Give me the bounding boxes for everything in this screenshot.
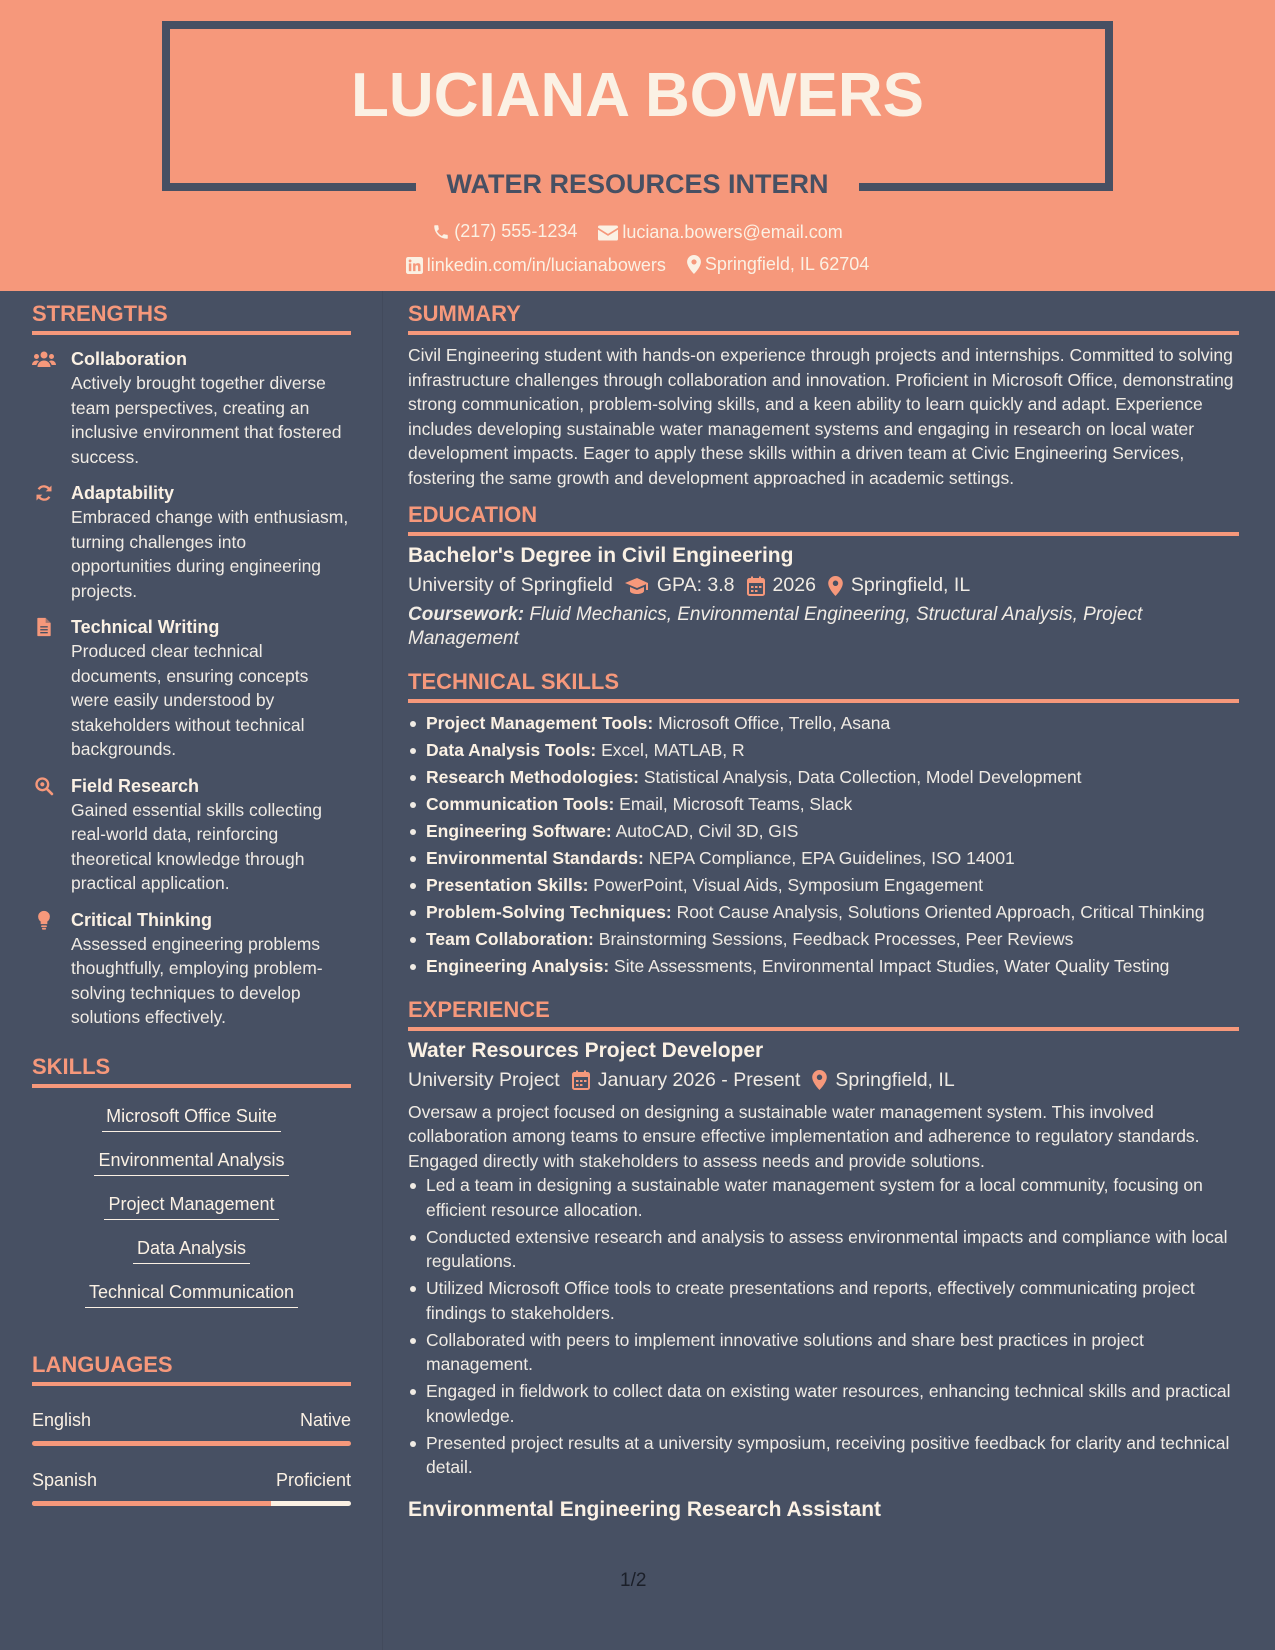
language-name: English [32, 1409, 92, 1430]
strength-item [32, 774, 351, 896]
school-name: University of Springfield [408, 574, 613, 596]
experience-section [408, 997, 1239, 1522]
languages-heading: LANGUAGES [32, 1352, 351, 1386]
contact-row-1 [0, 221, 1275, 246]
list-item [408, 819, 1239, 844]
education-meta [408, 574, 1239, 597]
skill-category: Team Collaboration: [426, 929, 594, 949]
list-item: Engaged in fieldwork to collect data on existing water resources, enhancing technical skills and practical knowledge. [408, 1379, 1239, 1428]
phone-contact[interactable] [432, 221, 577, 242]
strength-desc: Produced clear technical documents, ensuring concepts were easily understood by stakeholders without technical backgrounds. [71, 641, 309, 759]
job-dates: January 2026 - Present [597, 1068, 801, 1091]
technical-skills-list [408, 711, 1239, 979]
strength-title: Critical Thinking [71, 909, 213, 930]
search-icon [32, 776, 56, 796]
skill-tag: Data Analysis [133, 1232, 250, 1264]
skill-tag: Technical Communication [85, 1276, 298, 1308]
skill-tag: Project Management [104, 1188, 278, 1220]
list-item [408, 846, 1239, 871]
list-item: Conducted extensive research and analysis to assess environmental impacts and compliance with local regulations. [408, 1225, 1239, 1274]
sidebar [32, 301, 351, 1506]
skill-category: Communication Tools: [426, 794, 615, 814]
contact-row-2 [0, 254, 1275, 279]
skill-category: Research Methodologies: [426, 767, 639, 787]
language-level: Proficient [275, 1469, 351, 1490]
technical-skills-section [408, 669, 1239, 979]
skill-category: Presentation Skills: [426, 875, 589, 895]
skill-category: Engineering Analysis: [426, 956, 610, 976]
language-item [32, 1470, 351, 1506]
education-section [408, 502, 1239, 651]
list-item: Collaborated with peers to implement innovative solutions and share best practices in project management. [408, 1328, 1239, 1377]
job-org: University Project [408, 1068, 560, 1091]
experience-heading: EXPERIENCE [408, 997, 1239, 1031]
skill-tag: Microsoft Office Suite [102, 1100, 281, 1132]
strength-desc: Assessed engineering problems thoughtfully, employing problem-solving techniques to develop solutions effectively. [71, 933, 323, 1027]
list-item [408, 927, 1239, 952]
map-pin-icon [812, 1070, 827, 1090]
phone-icon [432, 223, 450, 241]
strength-title: Collaboration [71, 349, 187, 369]
calendar-icon [747, 576, 765, 596]
map-pin-icon [828, 576, 843, 596]
list-item [408, 900, 1239, 925]
skill-values: Site Assessments, Environmental Impact Studies, Water Quality Testing [614, 956, 1170, 976]
calendar-icon [572, 1070, 590, 1090]
linkedin-text: linkedin.com/in/lucianabowers [426, 255, 666, 275]
skill-values: Email, Microsoft Teams, Slack [619, 794, 853, 814]
job-summary: Oversaw a project focused on designing a sustainable water management system. This involved collaboration among teams to ensure effective implementation and adherence to regulatory standards. Engaged directly with stakeholders to assess needs and provide solutions. [408, 1101, 1200, 1171]
skill-category: Problem-Solving Techniques: [426, 902, 672, 922]
skill-category: Project Management Tools: [426, 713, 654, 733]
language-proficiency-fill [32, 1441, 351, 1446]
main-content [408, 301, 1239, 1534]
language-item [32, 1410, 351, 1446]
candidate-name: LUCIANA BOWERS [351, 61, 924, 130]
language-level: Native [299, 1409, 351, 1430]
lightbulb-icon [32, 910, 56, 930]
strengths-heading: STRENGTHS [32, 301, 351, 335]
skill-category: Engineering Software: [426, 821, 612, 841]
strength-title: Field Research [71, 775, 200, 796]
skills-heading: SKILLS [32, 1054, 351, 1088]
language-name: Spanish [32, 1469, 98, 1490]
skill-values: PowerPoint, Visual Aids, Symposium Engagement [593, 875, 984, 895]
technical-skills-heading: TECHNICAL SKILLS [408, 669, 1239, 703]
gpa-text: GPA: 3.8 [656, 574, 735, 596]
location-contact [687, 254, 869, 275]
list-item [408, 954, 1239, 979]
linkedin-contact[interactable] [406, 255, 666, 276]
skill-values: Excel, MATLAB, R [601, 740, 745, 760]
skill-values: NEPA Compliance, EPA Guidelines, ISO 14001 [648, 848, 1015, 868]
strength-title: Technical Writing [71, 617, 220, 637]
strength-item [32, 347, 351, 469]
list-item [408, 765, 1239, 790]
phone-text: (217) 555-1234 [454, 221, 578, 241]
skill-category: Environmental Standards: [426, 848, 644, 868]
summary-heading: SUMMARY [408, 301, 1239, 335]
job-location: Springfield, IL [835, 1068, 955, 1091]
language-proficiency-bar [32, 1501, 351, 1506]
summary-text: Civil Engineering student with hands-on experience through projects and internships. Committed to solving infrastructure challenges through collaboration and innovation. Proficient in Microsoft Office, demonstrating strong communication, problem-solving skills, and a keen ability to learn quickly and adapt. Experience includes developing sustainable water management systems and engaging in research on local water development impacts. Eager to apply these skills within a driven team at Civic Engineering Services, fostering the same growth and development approached in academic settings. [408, 345, 1234, 488]
skill-values: AutoCAD, Civil 3D, GIS [615, 821, 799, 841]
linkedin-icon [406, 257, 423, 274]
job-title-wrap [416, 162, 859, 212]
strength-item [32, 615, 351, 762]
list-item [408, 792, 1239, 817]
skill-values: Root Cause Analysis, Solutions Oriented Approach, Critical Thinking [676, 902, 1205, 922]
map-pin-icon [687, 255, 701, 274]
sync-icon [32, 483, 56, 503]
location-text: Springfield, IL 62704 [704, 254, 870, 274]
graduation-year: 2026 [772, 574, 816, 596]
job-title: Environmental Engineering Research Assistant [408, 1497, 882, 1521]
job-bullets [408, 1173, 1239, 1480]
users-icon [32, 349, 56, 369]
list-item: Utilized Microsoft Office tools to create presentations and reports, effectively communicating project findings to stakeholders. [408, 1276, 1239, 1325]
strength-item [32, 481, 351, 603]
skill-tag: Environmental Analysis [94, 1144, 288, 1176]
list-item [408, 873, 1239, 898]
email-text: luciana.bowers@email.com [622, 222, 843, 242]
strength-desc: Gained essential skills collecting real-world data, reinforcing theoretical knowledge through practical application. [71, 799, 322, 893]
skills-list [32, 1096, 351, 1316]
coursework-list: Fluid Mechanics, Environmental Engineering, Structural Analysis, Project Management [408, 604, 1143, 649]
strength-desc: Embraced change with enthusiasm, turning challenges into opportunities during engineering projects. [71, 507, 349, 601]
coursework-label: Coursework: [408, 604, 525, 625]
strength-desc: Actively brought together diverse team perspectives, creating an inclusive environment that fostered success. [71, 373, 342, 467]
strength-item [32, 908, 351, 1030]
skill-values: Brainstorming Sessions, Feedback Processes, Peer Reviews [598, 929, 1074, 949]
strength-title: Adaptability [71, 483, 175, 503]
list-item [408, 738, 1239, 763]
language-proficiency-fill [32, 1501, 271, 1506]
skill-category: Data Analysis Tools: [426, 740, 597, 760]
graduation-cap-icon [625, 577, 649, 595]
job-title: WATER RESOURCES INTERN [446, 169, 829, 199]
degree-title: Bachelor's Degree in Civil Engineering [408, 544, 794, 567]
list-item [408, 711, 1239, 736]
list-item: Led a team in designing a sustainable water management system for a local community, focusing on efficient resource allocation. [408, 1173, 1239, 1222]
skill-values: Microsoft Office, Trello, Asana [658, 713, 891, 733]
page-number: 1/2 [620, 1570, 647, 1591]
job-title: Water Resources Project Developer [408, 1038, 764, 1062]
skill-values: Statistical Analysis, Data Collection, Model Development [643, 767, 1082, 787]
envelope-icon [598, 225, 618, 241]
resume-header [0, 0, 1275, 291]
document-icon [32, 617, 56, 637]
education-heading: EDUCATION [408, 502, 1239, 536]
column-divider [382, 291, 383, 1650]
coursework [408, 603, 1239, 651]
education-location: Springfield, IL [850, 574, 971, 596]
list-item: Presented project results at a university symposium, receiving positive feedback for clarity and technical detail. [408, 1431, 1239, 1480]
job-meta [408, 1069, 1239, 1092]
email-contact[interactable] [598, 222, 842, 243]
summary-section [408, 301, 1239, 490]
language-proficiency-bar [32, 1441, 351, 1446]
